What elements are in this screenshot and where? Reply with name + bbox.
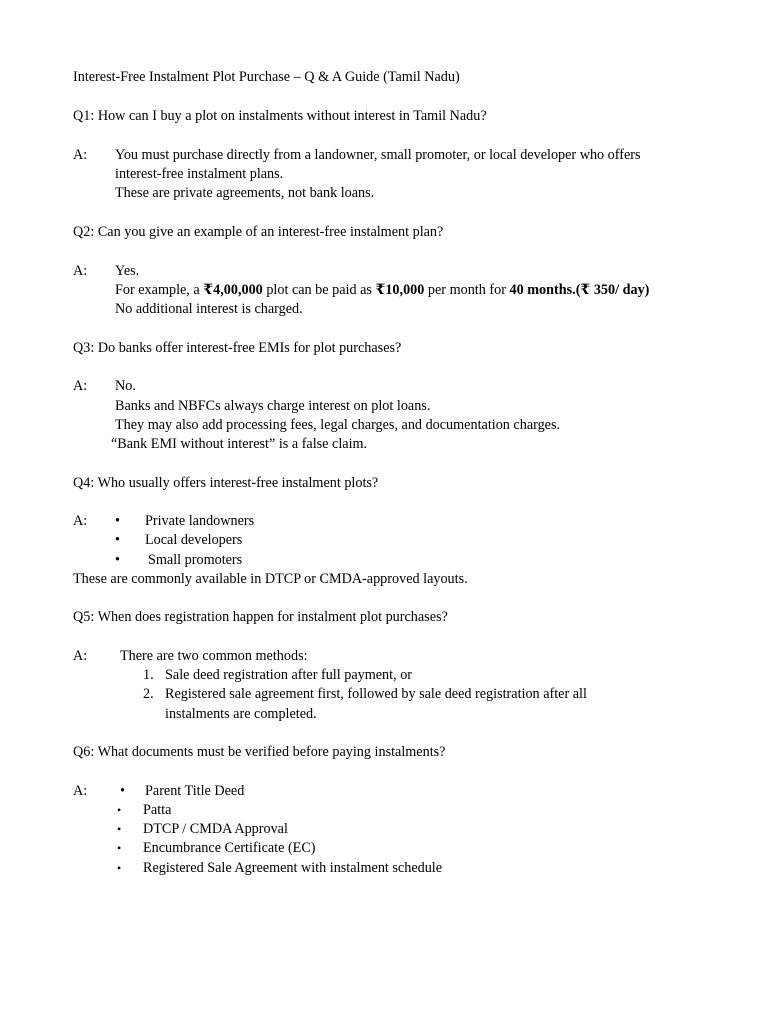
example-mid-1: plot can be paid as xyxy=(262,282,376,298)
bullet-icon: • xyxy=(117,822,122,836)
answer-1-line-3: These are private agreements, not bank loans. xyxy=(115,185,375,201)
list-item: Encumbrance Certificate (EC) xyxy=(143,840,316,856)
question-6: Q6: What documents must be verified before paying instalments? xyxy=(73,744,446,760)
list-item: Local developers xyxy=(145,532,243,548)
list-number: 1. xyxy=(143,667,154,683)
list-item: Parent Title Deed xyxy=(145,783,245,799)
bullet-icon: • xyxy=(120,783,125,799)
answer-3-line-3: They may also add processing fees, legal charges, and documentation charges. xyxy=(115,417,561,433)
answer-3-line-4: “Bank EMI without interest” is a false claim. xyxy=(111,436,368,452)
answer-2-line-1: Yes. xyxy=(115,263,140,279)
answer-1-line-1: You must purchase directly from a landowner, small promoter, or local developer who offers xyxy=(115,147,641,163)
numbered-item-text: Registered sale agreement first, followed by sale deed registration after all xyxy=(165,686,587,702)
answer-4-note: These are commonly available in DTCP or CMDA-approved layouts. xyxy=(73,571,468,587)
answer-3-line-1: No. xyxy=(115,378,136,394)
list-item: Private landowners xyxy=(145,513,255,529)
example-monthly: ₹10,000 xyxy=(375,282,425,298)
answer-1-line-2: interest-free instalment plans. xyxy=(115,166,284,182)
list-item: Patta xyxy=(143,802,172,818)
answer-5-intro: There are two common methods: xyxy=(120,648,308,664)
answer-label-5: A: xyxy=(73,648,88,664)
answer-label-2: A: xyxy=(73,263,88,279)
answer-2-example xyxy=(115,281,649,299)
example-price: ₹4,00,000 xyxy=(203,282,263,298)
document-title: Interest-Free Instalment Plot Purchase – Q & A Guide (Tamil Nadu) xyxy=(73,69,460,85)
bullet-icon: • xyxy=(117,803,122,817)
question-2: Q2: Can you give an example of an interest-free instalment plan? xyxy=(73,224,444,240)
example-prefix: For example, a xyxy=(115,282,204,298)
list-item: Registered Sale Agreement with instalment schedule xyxy=(143,860,443,876)
example-mid-2: per month for xyxy=(424,282,510,298)
list-item: Small promoters xyxy=(148,552,243,568)
answer-label-3: A: xyxy=(73,378,88,394)
numbered-item-text-continued: instalments are completed. xyxy=(165,706,317,722)
bullet-icon: • xyxy=(117,861,122,875)
question-3: Q3: Do banks offer interest-free EMIs for plot purchases? xyxy=(73,340,402,356)
numbered-item-text: Sale deed registration after full payment, or xyxy=(165,667,413,683)
question-1: Q1: How can I buy a plot on instalments without interest in Tamil Nadu? xyxy=(73,108,487,124)
answer-label-4: A: xyxy=(73,513,88,529)
answer-3-line-2: Banks and NBFCs always charge interest on plot loans. xyxy=(115,398,431,414)
question-5: Q5: When does registration happen for instalment plot purchases? xyxy=(73,609,448,625)
example-duration: 40 months.(₹ 350/ day) xyxy=(509,282,650,298)
answer-2-line-3: No additional interest is charged. xyxy=(115,301,303,317)
answer-label-1: A: xyxy=(73,147,88,163)
bullet-icon: • xyxy=(115,532,120,548)
question-4: Q4: Who usually offers interest-free instalment plots? xyxy=(73,475,379,491)
list-number: 2. xyxy=(143,686,154,702)
answer-label-6: A: xyxy=(73,783,88,799)
bullet-icon: • xyxy=(117,841,122,855)
bullet-icon: • xyxy=(115,513,120,529)
list-item: DTCP / CMDA Approval xyxy=(143,821,288,837)
bullet-icon: • xyxy=(115,552,120,568)
